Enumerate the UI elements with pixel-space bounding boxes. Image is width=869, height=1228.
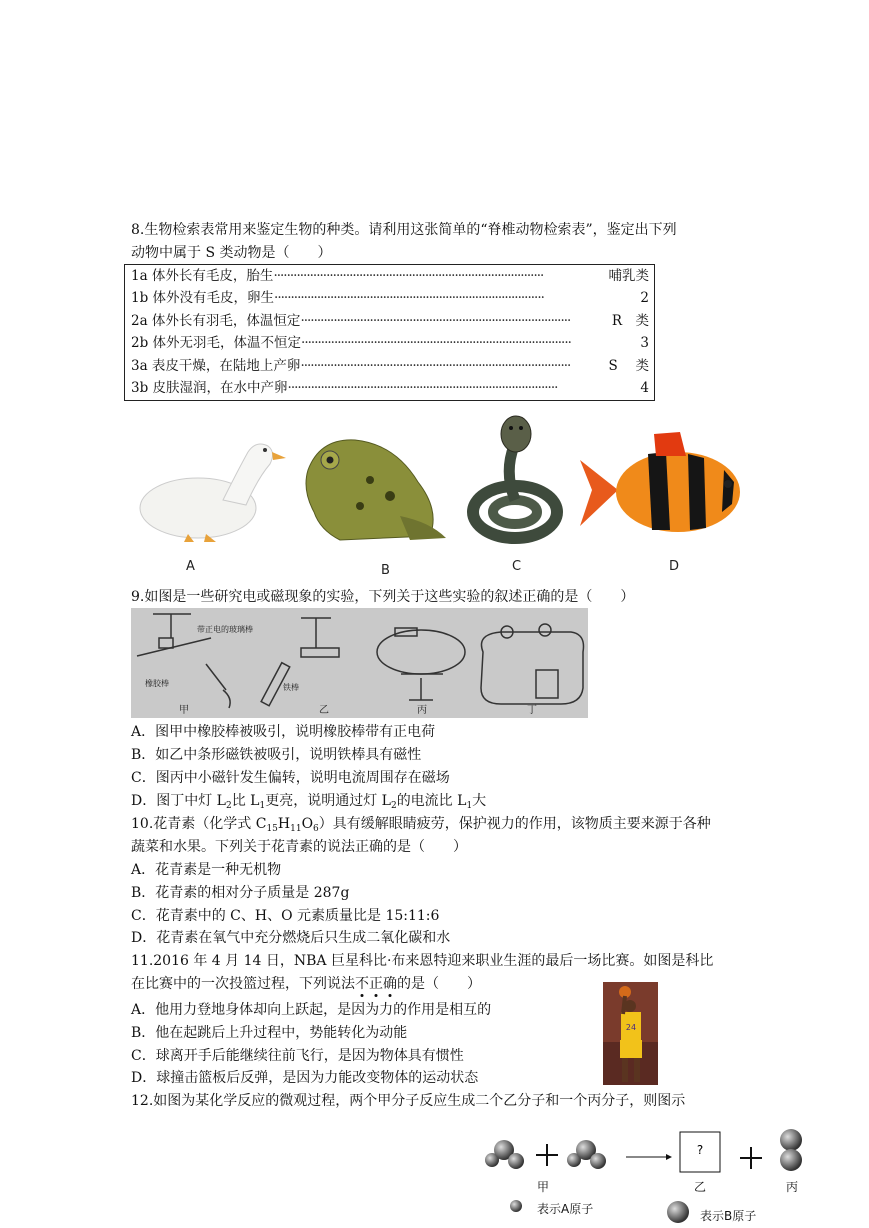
q10-stem-part: 10.花青素（化学式 C xyxy=(131,816,267,832)
chemical-reaction-diagram xyxy=(478,1124,808,1228)
q10-stem-part: H xyxy=(277,816,291,832)
q10-option-b: B．花青素的相对分子质量是 287g xyxy=(131,885,350,901)
subscript: 2 xyxy=(225,801,232,811)
fish-icon xyxy=(578,430,743,548)
key-row xyxy=(131,332,649,354)
q11-option-c: C．球离开手后能继续往前飞行，是因为物体具有惯性 xyxy=(131,1048,464,1064)
q9-option-d-part: D．图丁中灯 L xyxy=(131,793,226,809)
key-row-left: 3b 皮肤湿润，在水中产卵 xyxy=(131,380,288,396)
q9-option-d xyxy=(131,791,486,816)
emphasis-char: 正 xyxy=(369,976,383,992)
q10-stem-line1 xyxy=(131,814,711,839)
key-row-right: 2 xyxy=(640,290,649,306)
basketball-player-photo xyxy=(603,982,658,1085)
q11-stem-part: 在比赛中的一次投篮过程，下列说法 xyxy=(131,976,355,992)
key-row xyxy=(131,310,649,332)
key-row-right: 4 xyxy=(640,380,649,396)
key-row xyxy=(131,355,649,377)
jersey-number: 24 xyxy=(625,1023,637,1032)
subscript: 1 xyxy=(466,801,473,811)
unknown-product-mark: ? xyxy=(696,1143,704,1157)
figure-label-ding: 丁 xyxy=(527,705,537,716)
key-row xyxy=(131,265,649,287)
key-row-right: 3 xyxy=(640,335,649,351)
key-row-left: 1a 体外长有毛皮，胎生 xyxy=(131,268,274,284)
subscript: 15 xyxy=(266,824,278,834)
key-row-left: 1b 体外没有毛皮，卵生 xyxy=(131,290,275,306)
snake-icon xyxy=(460,412,570,550)
q11-option-b: B．他在起跳后上升过程中，势能转化为动能 xyxy=(131,1025,408,1041)
leader-dots: ·················································································· xyxy=(287,380,558,396)
animal-label-c: C xyxy=(512,559,522,574)
label-bing: 丙 xyxy=(786,1180,799,1194)
label-jia: 甲 xyxy=(537,1180,550,1194)
q10-option-a: A．花青素是一种无机物 xyxy=(131,862,282,878)
animal-label-b: B xyxy=(381,563,390,578)
figure-tag-rubber-rod: 橡胶棒 xyxy=(145,679,169,688)
key-row-right: S 类 xyxy=(608,358,649,374)
q9-option-d-part: 更亮，说明通过灯 L xyxy=(265,793,391,809)
key-row xyxy=(131,287,649,309)
leader-dots: ·················································································· xyxy=(300,313,571,329)
q11-stem-line2 xyxy=(131,974,481,994)
q11-option-a: A．他用力登地身体却向上跃起，是因为力的作用是相互的 xyxy=(131,1002,492,1018)
emphasis-char: 确 xyxy=(383,976,397,992)
q11-stem-line1: 11.2016 年 4 月 14 日，NBA 巨星科比·布来恩特迎来职业生涯的最后一场比赛。如图是科比 xyxy=(131,953,714,969)
q8-stem-line1: 8.生物检索表常用来鉴定生物的种类。请利用这张简单的“脊椎动物检索表”，鉴定出下列 xyxy=(131,222,677,238)
subscript: 1 xyxy=(259,801,266,811)
emphasis-char: 不 xyxy=(355,976,369,992)
q9-stem: 9.如图是一些研究电或磁现象的实验，下列关于这些实验的叙述正确的是（ ） xyxy=(131,589,635,605)
figure-tag-iron-rod: 铁棒 xyxy=(283,683,299,692)
q10-stem-line2: 蔬菜和水果。下列关于花青素的说法正确的是（ ） xyxy=(131,839,467,855)
figure-label-yi: 乙 xyxy=(319,705,329,716)
q10-stem-part: ）具有缓解眼睛疲劳，保护视力的作用，该物质主要来源于各种 xyxy=(318,816,711,832)
key-row-right: R 类 xyxy=(611,313,649,329)
q8-stem-line2: 动物中属于 S 类动物是（ ） xyxy=(131,245,332,261)
figure-label-jia: 甲 xyxy=(179,705,189,716)
key-row-left: 3a 表皮干燥，在陆地上产卵 xyxy=(131,358,301,374)
leader-dots: ·················································································· xyxy=(301,335,571,351)
label-yi: 乙 xyxy=(694,1180,707,1194)
q11-option-d: D．球撞击篮板后反弹，是因为力能改变物体的运动状态 xyxy=(131,1070,479,1086)
key-row-left: 2a 体外长有羽毛，体温恒定 xyxy=(131,313,301,329)
leader-dots: ·················································································· xyxy=(273,268,544,284)
electricity-magnetism-experiments-figure xyxy=(131,608,588,718)
animal-label-a: A xyxy=(186,559,195,574)
legend-b-atom: 表示B原子 xyxy=(700,1209,757,1223)
legend-a-atom: 表示A原子 xyxy=(537,1202,594,1216)
q10-option-c: C．花青素中的 C、H、O 元素质量比是 15:11:6 xyxy=(131,908,440,924)
dichotomous-key-table xyxy=(124,264,655,401)
q10-option-d: D．花青素在氧气中充分燃烧后只生成二氧化碳和水 xyxy=(131,930,451,946)
q9-option-a: A．图甲中橡胶棒被吸引，说明橡胶棒带有正电荷 xyxy=(131,724,436,740)
key-row xyxy=(131,377,649,399)
leader-dots: ·················································································· xyxy=(300,358,571,374)
animal-label-d: D xyxy=(669,559,680,574)
q11-stem-part: 的是（ ） xyxy=(397,976,481,992)
frog-icon xyxy=(300,430,450,548)
leader-dots: ·················································································· xyxy=(274,290,544,306)
figure-label-bing: 丙 xyxy=(417,705,427,716)
q9-option-d-part: 大 xyxy=(472,793,487,809)
q9-option-d-part: 的电流比 L xyxy=(396,793,467,809)
subscript: 2 xyxy=(390,801,397,811)
subscript: 11 xyxy=(290,824,302,834)
q9-option-b: B．如乙中条形磁铁被吸引，说明铁棒具有磁性 xyxy=(131,747,422,763)
q12-stem: 12.如图为某化学反应的微观过程，两个甲分子反应生成二个乙分子和一个丙分子，则图示 xyxy=(131,1093,686,1109)
key-row-right: 哺乳类 xyxy=(608,268,649,284)
q9-option-c: C．图丙中小磁针发生偏转，说明电流周围存在磁场 xyxy=(131,770,450,786)
figure-tag-glass-rod: 带正电的玻璃棒 xyxy=(197,625,253,634)
subscript: 6 xyxy=(313,824,319,834)
duck-icon xyxy=(128,430,288,545)
q9-option-d-part: 比 L xyxy=(231,793,260,809)
q10-stem-part: O xyxy=(301,816,314,832)
key-row-left: 2b 体外无羽毛，体温不恒定 xyxy=(131,335,302,351)
